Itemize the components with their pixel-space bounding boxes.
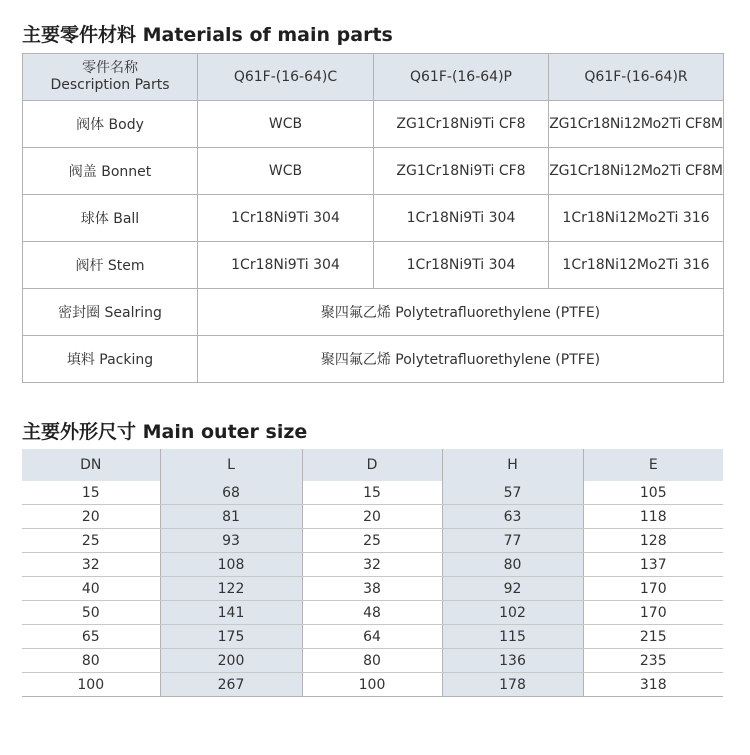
size-cell-l: 122 <box>160 577 302 601</box>
size-cell-e: 118 <box>583 505 723 529</box>
size-cell-e: 215 <box>583 625 723 649</box>
size-cell-e: 105 <box>583 481 723 505</box>
material-row-bonnet <box>23 148 724 195</box>
size-cell-dn: 15 <box>22 481 160 505</box>
size-cell-dn: 65 <box>22 625 160 649</box>
material-p: 1Cr18Ni9Ti 304 <box>374 195 549 242</box>
materials-title: 主要零件材料 Materials of main parts <box>22 24 393 46</box>
sizes-header-row <box>22 449 723 481</box>
size-cell-d: 80 <box>302 649 442 673</box>
part-name: 阀杆 Stem <box>23 242 198 289</box>
header-model-r: Q61F-(16-64)R <box>549 54 724 101</box>
size-row <box>22 601 723 625</box>
size-cell-e: 318 <box>583 673 723 697</box>
materials-table <box>22 53 724 383</box>
material-p: 1Cr18Ni9Ti 304 <box>374 242 549 289</box>
size-cell-e: 170 <box>583 601 723 625</box>
size-cell-d: 20 <box>302 505 442 529</box>
size-cell-dn: 32 <box>22 553 160 577</box>
size-cell-h: 63 <box>442 505 583 529</box>
material-c: 1Cr18Ni9Ti 304 <box>198 195 374 242</box>
material-r: ZG1Cr18Ni12Mo2Ti CF8M <box>549 148 724 195</box>
part-name: 阀体 Body <box>23 101 198 148</box>
header-description-cn: 零件名称 <box>82 60 138 76</box>
size-cell-e: 235 <box>583 649 723 673</box>
header-description <box>23 54 198 101</box>
material-row-sealring <box>23 289 724 336</box>
size-cell-h: 102 <box>442 601 583 625</box>
size-cell-h: 92 <box>442 577 583 601</box>
materials-header-row <box>23 54 724 101</box>
material-row-packing <box>23 336 724 383</box>
size-cell-e: 128 <box>583 529 723 553</box>
size-cell-h: 136 <box>442 649 583 673</box>
size-cell-d: 100 <box>302 673 442 697</box>
size-row <box>22 673 723 697</box>
size-cell-dn: 40 <box>22 577 160 601</box>
size-cell-l: 68 <box>160 481 302 505</box>
size-row <box>22 553 723 577</box>
part-name: 阀盖 Bonnet <box>23 148 198 195</box>
size-cell-d: 48 <box>302 601 442 625</box>
sizes-body <box>22 481 723 697</box>
size-cell-l: 141 <box>160 601 302 625</box>
size-cell-d: 32 <box>302 553 442 577</box>
header-l: L <box>160 449 302 481</box>
size-cell-e: 170 <box>583 577 723 601</box>
size-cell-d: 64 <box>302 625 442 649</box>
size-cell-dn: 80 <box>22 649 160 673</box>
header-model-p: Q61F-(16-64)P <box>374 54 549 101</box>
material-p: ZG1Cr18Ni9Ti CF8 <box>374 101 549 148</box>
material-c: WCB <box>198 148 374 195</box>
material-row-body <box>23 101 724 148</box>
size-cell-l: 175 <box>160 625 302 649</box>
size-cell-l: 200 <box>160 649 302 673</box>
size-row <box>22 577 723 601</box>
size-cell-h: 178 <box>442 673 583 697</box>
size-cell-l: 93 <box>160 529 302 553</box>
size-cell-dn: 25 <box>22 529 160 553</box>
header-dn: DN <box>22 449 160 481</box>
size-cell-dn: 20 <box>22 505 160 529</box>
material-c: WCB <box>198 101 374 148</box>
material-r: ZG1Cr18Ni12Mo2Ti CF8M <box>549 101 724 148</box>
size-row <box>22 649 723 673</box>
material-all: 聚四氟乙烯 Polytetrafluorethylene (PTFE) <box>198 289 724 336</box>
material-p: ZG1Cr18Ni9Ti CF8 <box>374 148 549 195</box>
material-row-ball <box>23 195 724 242</box>
material-r: 1Cr18Ni12Mo2Ti 316 <box>549 242 724 289</box>
material-all: 聚四氟乙烯 Polytetrafluorethylene (PTFE) <box>198 336 724 383</box>
size-cell-d: 15 <box>302 481 442 505</box>
size-row <box>22 529 723 553</box>
material-row-stem <box>23 242 724 289</box>
header-d: D <box>302 449 442 481</box>
size-row <box>22 505 723 529</box>
material-r: 1Cr18Ni12Mo2Ti 316 <box>549 195 724 242</box>
header-model-c: Q61F-(16-64)C <box>198 54 374 101</box>
size-row <box>22 625 723 649</box>
material-c: 1Cr18Ni9Ti 304 <box>198 242 374 289</box>
size-cell-l: 267 <box>160 673 302 697</box>
size-cell-h: 80 <box>442 553 583 577</box>
size-cell-dn: 50 <box>22 601 160 625</box>
header-description-en: Description Parts <box>50 77 170 93</box>
size-cell-e: 137 <box>583 553 723 577</box>
size-cell-l: 108 <box>160 553 302 577</box>
part-name: 填料 Packing <box>23 336 198 383</box>
part-name: 球体 Ball <box>23 195 198 242</box>
size-cell-l: 81 <box>160 505 302 529</box>
sizes-table <box>22 449 723 697</box>
size-cell-dn: 100 <box>22 673 160 697</box>
size-cell-h: 77 <box>442 529 583 553</box>
size-cell-d: 25 <box>302 529 442 553</box>
sizes-title: 主要外形尺寸 Main outer size <box>22 421 308 443</box>
part-name: 密封圈 Sealring <box>23 289 198 336</box>
size-cell-d: 38 <box>302 577 442 601</box>
header-h: H <box>442 449 583 481</box>
header-e: E <box>583 449 723 481</box>
size-cell-h: 115 <box>442 625 583 649</box>
size-row <box>22 481 723 505</box>
size-cell-h: 57 <box>442 481 583 505</box>
